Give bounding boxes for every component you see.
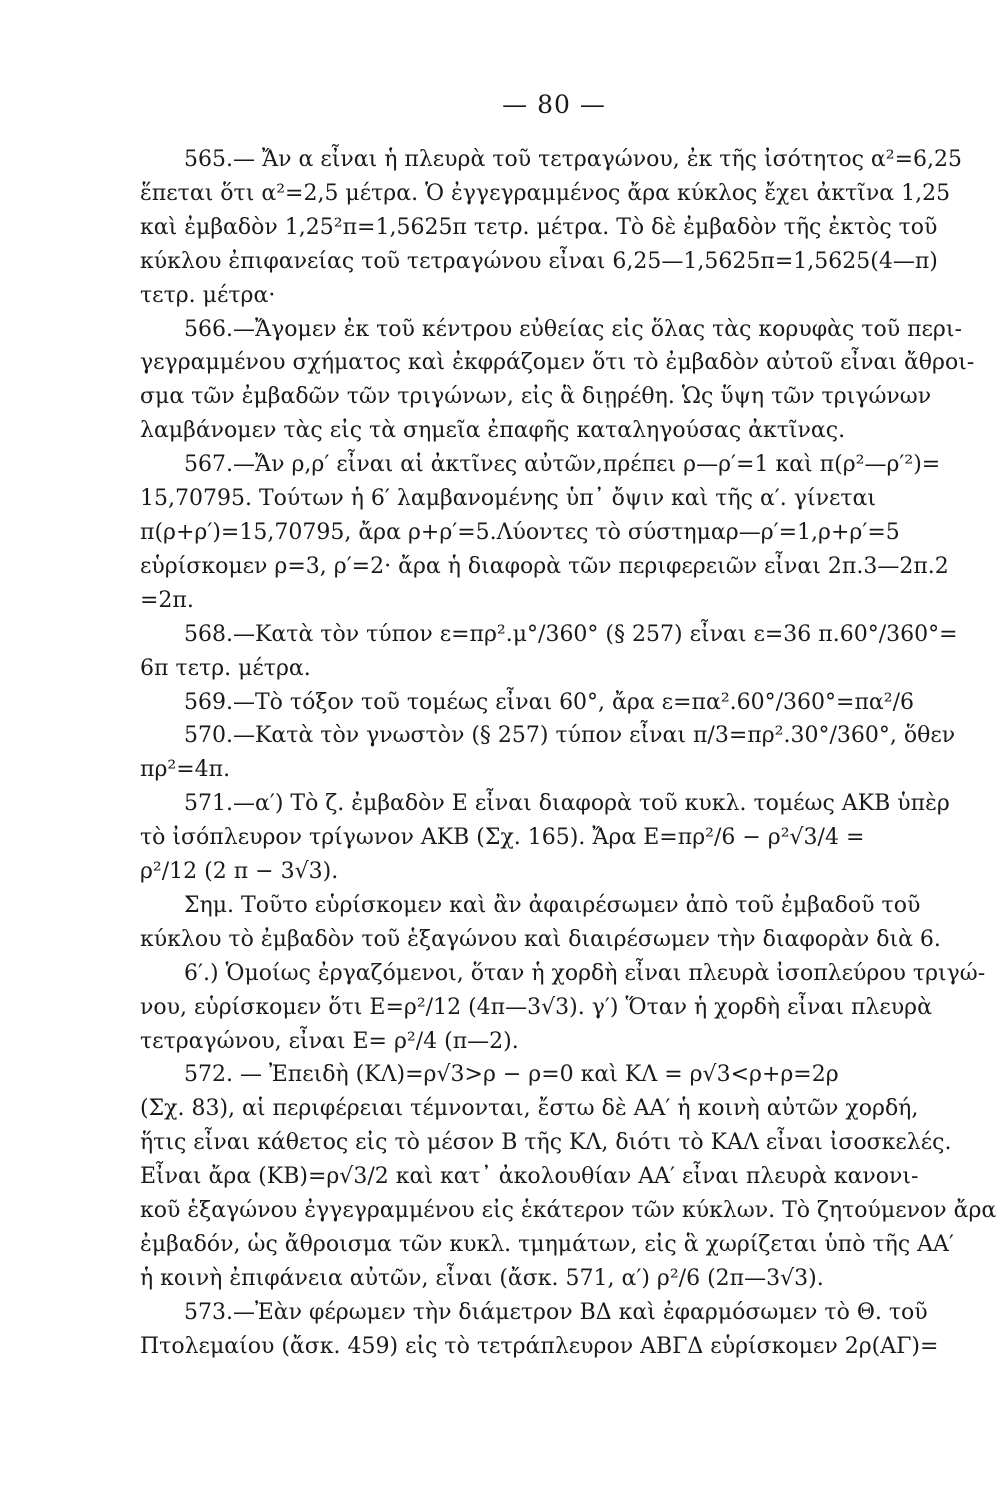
text-line: σμα τῶν ἐμβαδῶν τῶν τριγώνων, εἰς ἃ διῃρέθη. Ὡς ὕψη τῶν τριγώνων bbox=[140, 384, 932, 410]
text-line: 570.—Κατὰ τὸν γνωστὸν (§ 257) τύπον εἶναι π/3=πρ².30°/360°, ὅθεν bbox=[184, 723, 956, 749]
text-line: πρ²=4π. bbox=[140, 757, 231, 783]
text-line: ἕπεται ὅτι α²=2,5 μέτρα. Ὁ ἐγγεγραμμένος ἄρα κύκλος ἔχει ἀκτῖνα 1,25 bbox=[140, 180, 951, 206]
text-line: π(ρ+ρ′)=15,70795, ἄρα ρ+ρ′=5.Λύοντες τὸ σύστημαρ—ρ′=1,ρ+ρ′=5 bbox=[140, 519, 900, 545]
text-line: 15,70795. Τούτων ἡ 6′ λαμβανομένης ὑπ᾽ ὄψιν καὶ τῆς α′. γίνεται bbox=[140, 486, 876, 512]
text-line: Εἶναι ἄρα (ΚΒ)=ρ√3/2 καὶ κατ᾽ ἀκολουθίαν ΑΑ′ εἶναι πλευρὰ κανονι- bbox=[140, 1164, 919, 1190]
text-line: 6π τετρ. μέτρα. bbox=[140, 655, 311, 681]
text-line: ἡ κοινὴ ἐπιφάνεια αὐτῶν, εἶναι (ἄσκ. 571, α′) ρ²/6 (2π—3√3). bbox=[140, 1265, 824, 1291]
text-line: (Σχ. 83), αἱ περιφέρειαι τέμνονται, ἔστω δὲ ΑΑ′ ἡ κοινὴ αὐτῶν χορδή, bbox=[140, 1096, 919, 1122]
text-line: λαμβάνομεν τὰς εἰς τὰ σημεῖα ἐπαφῆς καταληγούσας ἀκτῖνας. bbox=[140, 418, 846, 444]
text-line: τετραγώνου, εἶναι Ε= ρ²/4 (π—2). bbox=[140, 1028, 519, 1054]
text-line: κύκλου τὸ ἐμβαδὸν τοῦ ἑξαγώνου καὶ διαιρέσωμεν τὴν διαφορὰν διὰ 6. bbox=[140, 926, 941, 952]
text-line: 567.—Ἄν ρ,ρ′ εἶναι αἱ ἀκτῖνες αὐτῶν,πρέπει ρ—ρ′=1 καὶ π(ρ²—ρ′²)= bbox=[184, 452, 941, 478]
text-line: 566.—Ἄγομεν ἐκ τοῦ κέντρου εὐθείας εἰς ὅλας τὰς κορυφὰς τοῦ περι- bbox=[184, 316, 962, 342]
text-line: τὸ ἰσόπλευρον τρίγωνον ΑΚΒ (Σχ. 165). Ἄρα Ε=πρ²/6 − ρ²√3/4 = bbox=[140, 825, 865, 851]
text-line: 569.—Τὸ τόξον τοῦ τομέως εἶναι 60°, ἄρα ε=πα².60°/360°=πα²/6 bbox=[184, 689, 915, 715]
text-line: 565.— Ἄν α εἶναι ἡ πλευρὰ τοῦ τετραγώνου, ἐκ τῆς ἰσότητος α²=6,25 bbox=[184, 147, 963, 172]
text-line: κοῦ ἑξαγώνου ἐγγεγραμμένου εἰς ἑκάτερον τῶν κύκλων. Τὸ ζητούμενον ἄρα bbox=[140, 1198, 996, 1224]
text-line: =2π. bbox=[140, 587, 194, 613]
text-line: ἐμβαδόν, ὡς ἄθροισμα τῶν κυκλ. τμημάτων, εἰς ἃ χωρίζεται ὑπὸ τῆς ΑΑ′ bbox=[140, 1232, 954, 1257]
text-line: 572. — Ἐπειδὴ (ΚΛ)=ρ√3>ρ − ρ=0 καὶ ΚΛ = ρ√3<ρ+ρ=2ρ bbox=[184, 1062, 839, 1088]
text-line: 571.—α′) Τὸ ζ. ἐμβαδὸν Ε εἶναι διαφορὰ τοῦ κυκλ. τομέως ΑΚΒ ὑπὲρ bbox=[184, 791, 950, 817]
text-line: κύκλου ἐπιφανείας τοῦ τετραγώνου εἶναι 6,25—1,5625π=1,5625(4—π) bbox=[140, 248, 938, 274]
text-line: ρ²/12 (2 π − 3√3). bbox=[140, 859, 339, 885]
body-text bbox=[140, 143, 996, 1364]
text-line: 573.—Ἐὰν φέρωμεν τὴν διάμετρον ΒΔ καὶ ἐφαρμόσωμεν τὸ Θ. τοῦ bbox=[184, 1299, 928, 1325]
text-line: Πτολεμαίου (ἄσκ. 459) εἰς τὸ τετράπλευρον ΑΒΓΔ εὑρίσκομεν 2ρ(ΑΓ)= bbox=[140, 1333, 939, 1359]
page-number: — 80 — bbox=[502, 90, 606, 119]
text-line: 568.—Κατὰ τὸν τύπον ε=πρ².μ°/360° (§ 257) εἶναι ε=36 π.60°/360°= bbox=[184, 621, 958, 647]
text-line: τετρ. μέτρα· bbox=[140, 282, 276, 308]
text-line: εὑρίσκομεν ρ=3, ρ′=2· ἄρα ἡ διαφορὰ τῶν περιφερειῶν εἶναι 2π.3—2π.2 bbox=[140, 553, 949, 579]
text-line: Σημ. Τοῦτο εὑρίσκομεν καὶ ἂν ἀφαιρέσωμεν ἀπὸ τοῦ ἐμβαδοῦ τοῦ bbox=[184, 892, 921, 918]
text-line: καὶ ἐμβαδὸν 1,25²π=1,5625π τετρ. μέτρα. Τὸ δὲ ἐμβαδὸν τῆς ἐκτὸς τοῦ bbox=[140, 214, 938, 240]
text-line: ἥτις εἶναι κάθετος εἰς τὸ μέσον Β τῆς ΚΛ, διότι τὸ ΚΑΛ εἶναι ἰσοσκελές. bbox=[140, 1130, 952, 1156]
text-line: 6′.) Ὁμοίως ἐργαζόμενοι, ὅταν ἡ χορδὴ εἶναι πλευρὰ ἰσοπλεύρου τριγώ- bbox=[184, 960, 986, 986]
text-line: γεγραμμένου σχήματος καὶ ἐκφράζομεν ὅτι τὸ ἐμβαδὸν αὐτοῦ εἶναι ἄθροι- bbox=[140, 350, 975, 376]
text-line: νου, εὑρίσκομεν ὅτι Ε=ρ²/12 (4π—3√3). γ′) Ὅταν ἡ χορδὴ εἶναι πλευρὰ bbox=[140, 994, 932, 1020]
